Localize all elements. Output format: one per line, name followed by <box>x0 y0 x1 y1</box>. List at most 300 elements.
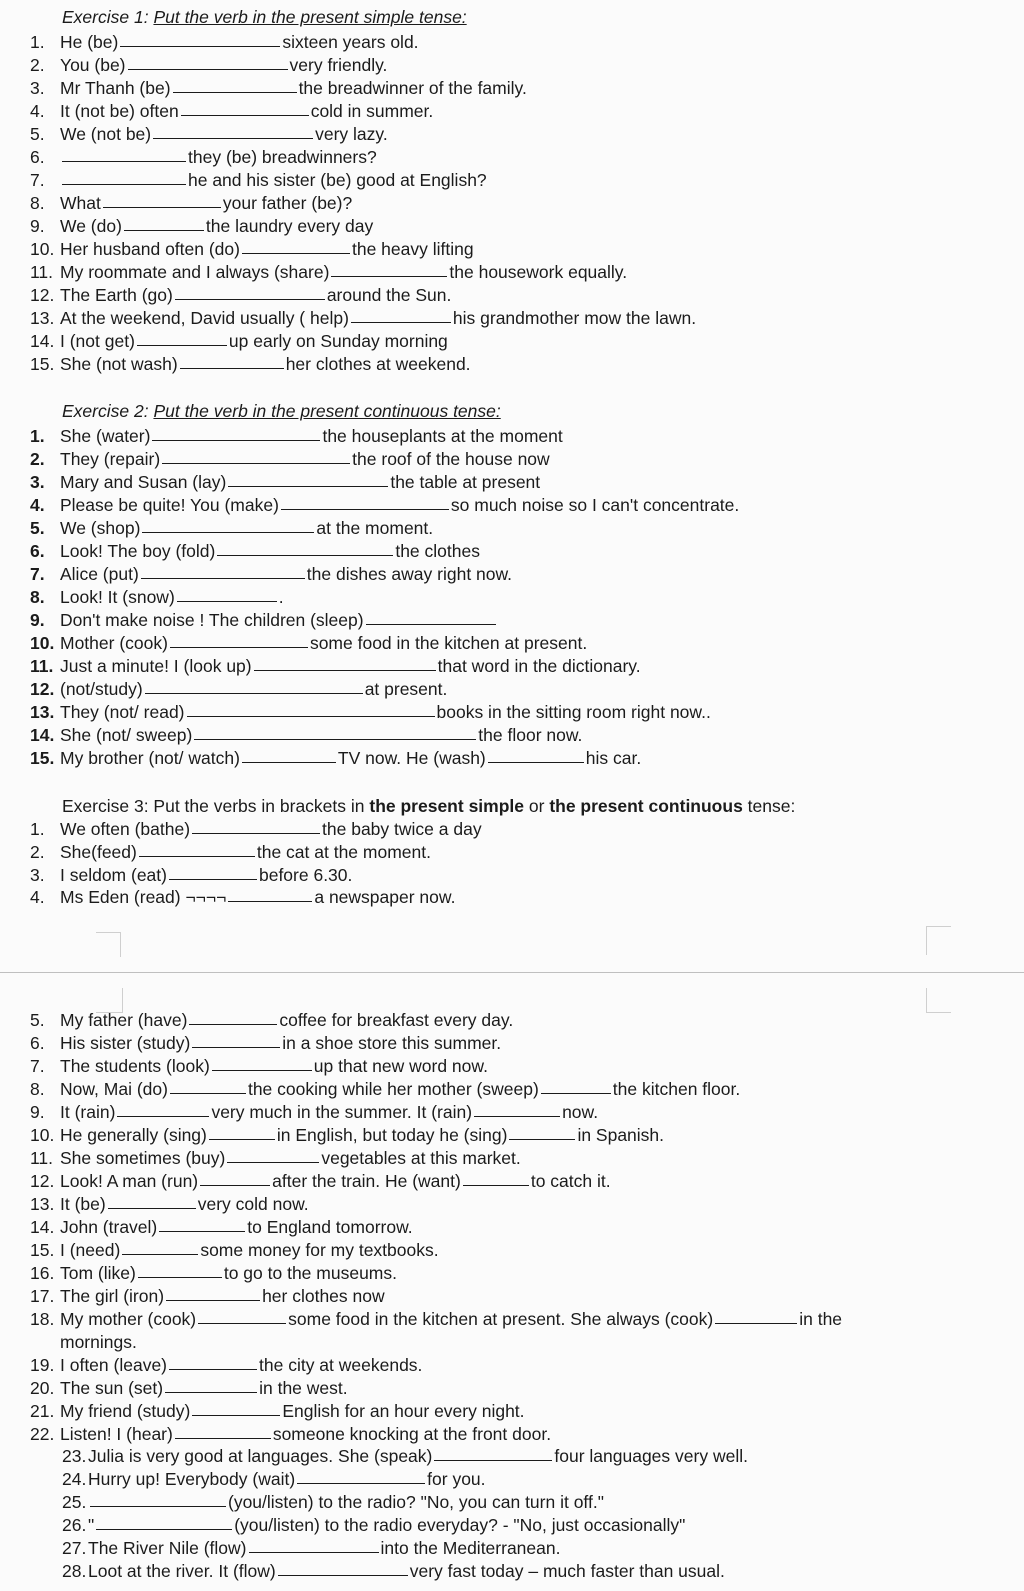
item-number: 9. <box>30 1102 45 1122</box>
item-text: His sister (study) <box>60 1033 191 1053</box>
answer-blank[interactable] <box>103 206 221 208</box>
item-text: your father (be)? <box>222 193 353 213</box>
answer-blank[interactable] <box>145 692 363 694</box>
exercise-item <box>30 841 431 864</box>
item-text: They (not/ read) <box>60 702 185 722</box>
item-number: 13. <box>30 308 55 328</box>
item-number: 17. <box>30 1286 55 1306</box>
item-text: Listen! I (hear) <box>60 1424 173 1444</box>
exercise-item <box>30 261 627 284</box>
exercise-item <box>30 747 641 770</box>
answer-blank[interactable] <box>715 1322 797 1324</box>
answer-blank[interactable] <box>117 1115 209 1117</box>
item-text: into the Mediterranean. <box>380 1538 561 1558</box>
exercise-item <box>30 307 696 330</box>
item-text: The River Nile (flow) <box>88 1538 247 1558</box>
exercise-item <box>30 1055 488 1078</box>
answer-blank[interactable] <box>249 1551 379 1553</box>
exercise-item <box>30 517 433 540</box>
item-text: before 6.30. <box>258 864 353 885</box>
item-text: cold in summer. <box>310 101 434 121</box>
item-text: (you/listen) to the radio everyday? - "No, just occasionally" <box>234 1515 686 1535</box>
answer-blank[interactable] <box>278 1574 408 1576</box>
exercise-2-instruction: Put the verb in the present continuous tense: <box>153 401 501 421</box>
item-text: It (be) <box>60 1194 106 1214</box>
answer-blank[interactable] <box>541 1092 611 1094</box>
item-text: they (be) breadwinners? <box>188 147 377 167</box>
item-text: at the moment. <box>316 518 434 538</box>
exercise-item <box>30 724 582 747</box>
item-number: 27. <box>62 1538 87 1558</box>
item-text: Julia is very good at languages. She (speak) <box>88 1446 433 1466</box>
item-number: 13. <box>30 1194 55 1214</box>
answer-blank[interactable] <box>463 1184 529 1186</box>
exercise-item <box>30 1032 501 1055</box>
item-number: 12. <box>30 285 55 305</box>
exercise-item <box>30 1377 348 1400</box>
item-text: in Spanish. <box>577 1125 665 1145</box>
item-text: Now, Mai (do) <box>60 1079 168 1099</box>
answer-blank[interactable] <box>138 1276 222 1278</box>
answer-blank[interactable] <box>90 1505 226 1507</box>
exercise-item <box>30 169 487 192</box>
crop-mark <box>926 988 951 1013</box>
answer-blank[interactable] <box>162 462 350 464</box>
item-number: 18. <box>30 1309 55 1329</box>
answer-blank[interactable] <box>141 577 305 579</box>
answer-blank[interactable] <box>128 68 288 70</box>
item-text: Look! A man (run) <box>60 1171 199 1191</box>
item-text: We often (bathe) <box>60 819 191 839</box>
page-divider <box>0 972 1024 973</box>
answer-blank[interactable] <box>227 1161 319 1163</box>
item-text: He generally (sing) <box>60 1125 207 1145</box>
item-text: (not/study) <box>60 679 143 699</box>
answer-blank[interactable] <box>198 1322 286 1324</box>
answer-blank[interactable] <box>169 878 257 880</box>
item-number: 3. <box>30 864 45 885</box>
item-text: My brother (not/ watch) <box>60 748 240 768</box>
item-text: her clothes at weekend. <box>285 354 471 374</box>
item-text: to catch it. <box>530 1171 611 1191</box>
item-text: the laundry every day <box>205 216 374 236</box>
item-text: Tom (like) <box>60 1263 136 1283</box>
item-text: in the west. <box>259 1378 348 1398</box>
answer-blank[interactable] <box>254 669 436 671</box>
exercise-item <box>30 146 377 169</box>
item-text: She (not wash) <box>60 354 178 374</box>
item-text: four languages very well. <box>554 1446 748 1466</box>
item-text: We (shop) <box>60 518 141 538</box>
exercise-item <box>30 238 474 261</box>
item-text: the table at present <box>390 472 541 492</box>
item-text: very cold now. <box>197 1194 309 1214</box>
answer-blank[interactable] <box>142 531 314 533</box>
item-text: Look! The boy (fold) <box>60 541 216 561</box>
item-text: some food in the kitchen at present. She always (cook) <box>288 1309 714 1329</box>
answer-blank[interactable] <box>212 1069 312 1071</box>
exercise-item <box>30 1331 137 1354</box>
answer-blank[interactable] <box>122 1253 198 1255</box>
item-number: 3. <box>30 78 45 98</box>
answer-blank[interactable] <box>228 900 312 902</box>
exercise-item <box>30 448 550 471</box>
item-text: You (be) <box>60 55 126 75</box>
item-number: 24. <box>62 1469 87 1489</box>
answer-blank[interactable] <box>331 275 447 277</box>
item-number: 2. <box>30 449 45 469</box>
item-text: My friend (study) <box>60 1401 191 1421</box>
item-text: . <box>278 587 284 607</box>
exercise-item <box>30 425 563 448</box>
item-number: 10. <box>30 1125 55 1145</box>
item-number: 2. <box>30 841 45 862</box>
answer-blank[interactable] <box>192 1414 280 1416</box>
item-text: I (need) <box>60 1240 121 1260</box>
exercise-item <box>30 1262 397 1285</box>
exercise-3-instruction-5: tense: <box>742 796 796 816</box>
item-number: 4. <box>30 887 45 908</box>
exercise-item <box>30 1193 309 1216</box>
exercise-1-instruction: Put the verb in the present simple tense: <box>153 7 467 27</box>
item-text: The students (look) <box>60 1056 210 1076</box>
answer-blank[interactable] <box>120 45 280 47</box>
exercise-item <box>30 886 455 909</box>
answer-blank[interactable] <box>153 137 313 139</box>
item-number: 28. <box>62 1561 87 1581</box>
answer-blank[interactable] <box>181 114 309 116</box>
exercise-item <box>30 864 352 887</box>
item-number: 4. <box>30 495 45 515</box>
answer-blank[interactable] <box>152 439 320 441</box>
exercise-item <box>30 1124 664 1147</box>
answer-blank[interactable] <box>169 1368 257 1370</box>
exercise-3-instruction-1: : Put the verbs in brackets in <box>143 796 370 816</box>
answer-blank[interactable] <box>297 1482 425 1484</box>
item-text: books in the sitting room right now.. <box>436 702 711 722</box>
item-text: What <box>60 193 101 213</box>
item-number: 1. <box>30 426 45 446</box>
answer-blank[interactable] <box>180 367 284 369</box>
item-text: the city at weekends. <box>259 1355 423 1375</box>
answer-blank[interactable] <box>366 623 496 625</box>
answer-blank[interactable] <box>242 761 336 763</box>
answer-blank[interactable] <box>281 508 449 510</box>
item-text: some food in the kitchen at present. <box>309 633 588 653</box>
exercise-item <box>30 100 433 123</box>
exercise-item <box>30 1423 551 1446</box>
item-text: in English, but today he (sing) <box>276 1125 508 1145</box>
item-number: 4. <box>30 101 45 121</box>
answer-blank[interactable] <box>192 1046 280 1048</box>
answer-blank[interactable] <box>166 1299 260 1301</box>
answer-blank[interactable] <box>242 252 350 254</box>
item-number: 7. <box>30 170 45 190</box>
item-text: his grandmother mow the lawn. <box>452 308 697 328</box>
item-text: to England tomorrow. <box>247 1217 413 1237</box>
item-text: My father (have) <box>60 1010 188 1030</box>
exercise-3-instruction-2: the present simple <box>369 796 525 816</box>
item-text: very lazy. <box>315 124 388 144</box>
exercise-item <box>30 1285 385 1308</box>
item-text: some money for my textbooks. <box>200 1240 439 1260</box>
item-number: 5. <box>30 1010 45 1030</box>
item-number: 26. <box>62 1515 87 1535</box>
answer-blank[interactable] <box>175 1437 271 1439</box>
item-text: up that new word now. <box>313 1056 488 1076</box>
item-text: We (not be) <box>60 124 152 144</box>
item-text: her clothes now <box>262 1286 385 1306</box>
item-number: 7. <box>30 1056 45 1076</box>
exercise-3-label: Exercise 3 <box>62 796 144 816</box>
exercise-item <box>62 1537 560 1560</box>
exercise-item <box>30 192 352 215</box>
exercise-item <box>30 1308 842 1331</box>
item-text: the breadwinner of the family. <box>298 78 527 98</box>
exercise-item <box>30 586 284 609</box>
exercise-3-instruction-3: or <box>524 796 550 816</box>
item-text: We (do) <box>60 216 122 236</box>
item-number: 14. <box>30 331 55 351</box>
item-number: 15. <box>30 1240 55 1260</box>
item-number: 21. <box>30 1401 55 1421</box>
item-text: She (water) <box>60 426 151 446</box>
item-text: I seldom (eat) <box>60 864 167 885</box>
item-number: 3. <box>30 472 45 492</box>
item-text: Ms Eden (read) ¬¬¬¬ <box>60 887 227 908</box>
item-text: It (not be) often <box>60 101 179 121</box>
item-number: 12. <box>30 679 55 699</box>
answer-blank[interactable] <box>351 321 451 323</box>
item-number: 22. <box>30 1424 55 1444</box>
item-text: I (not get) <box>60 331 135 351</box>
item-number: 2. <box>30 55 45 75</box>
item-text: that word in the dictionary. <box>437 656 641 676</box>
item-text: sixteen years old. <box>282 32 419 52</box>
exercise-item <box>30 353 471 376</box>
item-number: 14. <box>30 725 55 745</box>
item-number: 25. <box>62 1492 87 1512</box>
item-number: 11. <box>30 656 54 676</box>
item-text: the floor now. <box>478 725 583 745</box>
answer-blank[interactable] <box>96 1528 232 1530</box>
item-text: the cat at the moment. <box>256 841 431 862</box>
item-text: Mary and Susan (lay) <box>60 472 227 492</box>
exercise-item <box>30 655 641 678</box>
item-number: 13. <box>30 702 55 722</box>
exercise-item <box>30 1078 740 1101</box>
item-text: a newspaper now. <box>314 887 456 908</box>
item-number: 19. <box>30 1355 55 1375</box>
item-text: the houseplants at the moment <box>322 426 563 446</box>
answer-blank[interactable] <box>192 832 320 834</box>
item-text: (you/listen) to the radio? "No, you can turn it off." <box>228 1492 604 1512</box>
item-number: 8. <box>30 193 45 213</box>
answer-blank[interactable] <box>209 1138 275 1140</box>
item-number: 16. <box>30 1263 55 1283</box>
answer-blank[interactable] <box>170 1092 246 1094</box>
answer-blank[interactable] <box>187 715 435 717</box>
exercise-item <box>30 123 388 146</box>
item-number: 6. <box>30 147 45 167</box>
item-text: My mother (cook) <box>60 1309 197 1329</box>
exercise-item <box>30 1009 513 1032</box>
exercise-item <box>62 1514 685 1537</box>
item-text: vegetables at this market. <box>321 1148 521 1168</box>
exercise-item <box>62 1468 486 1491</box>
answer-blank[interactable] <box>159 1230 245 1232</box>
item-text: the dishes away right now. <box>306 564 513 584</box>
item-text: at present. <box>364 679 448 699</box>
exercise-1-title <box>62 6 467 28</box>
exercise-item <box>30 215 373 238</box>
item-text: the heavy lifting <box>351 239 474 259</box>
item-text: now. <box>562 1102 599 1122</box>
item-text: very fast today – much faster than usual. <box>409 1561 725 1581</box>
crop-mark <box>926 926 951 955</box>
item-text: the kitchen floor. <box>612 1079 741 1099</box>
exercise-item <box>30 609 498 632</box>
item-number: 15. <box>30 354 55 374</box>
answer-blank[interactable] <box>137 344 227 346</box>
answer-blank[interactable] <box>474 1115 560 1117</box>
answer-blank[interactable] <box>139 855 255 857</box>
item-text: the clothes <box>395 541 480 561</box>
item-text: coffee for breakfast every day. <box>279 1010 514 1030</box>
item-text: very much in the summer. It (rain) <box>211 1102 473 1122</box>
item-text: someone knocking at the front door. <box>272 1424 552 1444</box>
item-number: 20. <box>30 1378 55 1398</box>
item-text: up early on Sunday morning <box>228 331 448 351</box>
item-number: 15. <box>30 748 55 768</box>
item-text: At the weekend, David usually ( help) <box>60 308 349 328</box>
item-text: Alice (put) <box>60 564 139 584</box>
answer-blank[interactable] <box>200 1184 270 1186</box>
item-number: 5. <box>30 518 45 538</box>
item-text: Please be quite! You (make) <box>60 495 279 515</box>
item-text: Just a minute! I (look up) <box>60 656 252 676</box>
item-text: She (not/ sweep) <box>60 725 193 745</box>
item-number: 23. <box>62 1446 87 1466</box>
item-text: after the train. He (want) <box>272 1171 461 1191</box>
item-number: 7. <box>30 564 45 584</box>
item-number: 10. <box>30 633 55 653</box>
item-text: English for an hour every night. <box>282 1401 525 1421</box>
item-number: 12. <box>30 1171 55 1191</box>
item-text: Her husband often (do) <box>60 239 240 259</box>
item-text: They (repair) <box>60 449 161 469</box>
answer-blank[interactable] <box>217 554 393 556</box>
item-text: The Earth (go) <box>60 285 173 305</box>
exercise-3-instruction-4: the present continuous <box>549 796 743 816</box>
item-text: He (be) <box>60 32 119 52</box>
item-text: John (travel) <box>60 1217 158 1237</box>
answer-blank[interactable] <box>194 738 476 740</box>
item-text: the baby twice a day <box>322 819 482 839</box>
answer-blank[interactable] <box>177 600 277 602</box>
exercise-item <box>30 284 451 307</box>
exercise-item <box>30 1400 525 1423</box>
item-text: The girl (iron) <box>60 1286 165 1306</box>
answer-blank[interactable] <box>62 160 186 162</box>
item-number: 9. <box>30 216 45 236</box>
item-number: 14. <box>30 1217 55 1237</box>
exercise-item <box>30 1216 413 1239</box>
item-number: 8. <box>30 1079 45 1099</box>
exercise-item <box>30 818 482 841</box>
item-number: 6. <box>30 541 45 561</box>
exercise-item <box>30 563 512 586</box>
answer-blank[interactable] <box>509 1138 575 1140</box>
exercise-item <box>30 1147 521 1170</box>
item-text: the cooking while her mother (sweep) <box>247 1079 539 1099</box>
answer-blank[interactable] <box>228 485 388 487</box>
item-number: 10. <box>30 239 55 259</box>
item-number: 1. <box>30 819 45 839</box>
exercise-item <box>62 1491 604 1514</box>
exercise-item <box>30 77 527 100</box>
item-number: 11. <box>30 1148 54 1168</box>
exercise-item <box>30 540 480 563</box>
item-number: 11. <box>30 262 54 282</box>
item-number: 1. <box>30 32 45 52</box>
item-number: 8. <box>30 587 45 607</box>
exercise-item <box>30 632 587 655</box>
item-text: around the Sun. <box>326 285 452 305</box>
answer-blank[interactable] <box>170 646 308 648</box>
exercise-2-title <box>62 400 501 422</box>
exercise-item <box>30 471 540 494</box>
item-number: 9. <box>30 610 45 630</box>
answer-blank[interactable] <box>108 1207 196 1209</box>
exercise-item <box>30 1239 439 1262</box>
answer-blank[interactable] <box>173 91 297 93</box>
item-number: 5. <box>30 124 45 144</box>
exercise-item <box>30 1101 598 1124</box>
item-text: Mother (cook) <box>60 633 168 653</box>
exercise-3-title <box>62 795 795 817</box>
item-text: the roof of the house now <box>352 449 550 469</box>
item-text: It (rain) <box>60 1102 116 1122</box>
item-text: I often (leave) <box>60 1355 167 1375</box>
item-text: so much noise so I can't concentrate. <box>450 495 740 515</box>
item-text: My roommate and I always (share) <box>60 262 330 282</box>
item-text: TV now. He (wash) <box>337 748 486 768</box>
item-text: Hurry up! Everybody (wait) <box>88 1469 296 1489</box>
item-text: She sometimes (buy) <box>60 1148 226 1168</box>
answer-blank[interactable] <box>189 1023 277 1025</box>
item-text: " <box>88 1515 95 1535</box>
answer-blank[interactable] <box>175 298 325 300</box>
exercise-item <box>30 31 419 54</box>
answer-blank[interactable] <box>124 229 204 231</box>
answer-blank[interactable] <box>488 761 584 763</box>
answer-blank[interactable] <box>165 1391 257 1393</box>
item-number: 6. <box>30 1033 45 1053</box>
item-text: to go to the museums. <box>223 1263 397 1283</box>
exercise-1-label: Exercise 1: <box>62 7 149 27</box>
item-text: for you. <box>427 1469 486 1489</box>
exercise-item <box>62 1560 725 1583</box>
answer-blank[interactable] <box>434 1459 552 1461</box>
item-text: Loot at the river. It (flow) <box>88 1561 276 1581</box>
exercise-item <box>30 54 387 77</box>
item-text: very friendly. <box>289 55 388 75</box>
answer-blank[interactable] <box>62 183 186 185</box>
exercise-2-label: Exercise 2: <box>62 401 149 421</box>
exercise-item <box>30 1170 611 1193</box>
exercise-item <box>62 1445 748 1468</box>
